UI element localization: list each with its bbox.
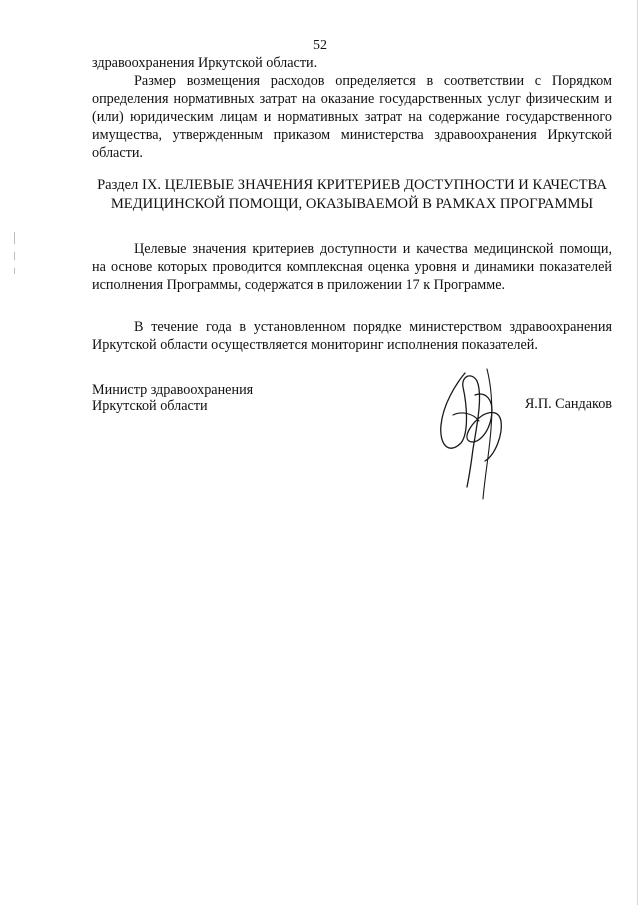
- paragraph-reimbursement: Размер возмещения расходов определяется в соответствии с Порядком определения нормативных затрат на оказание государственных услуг физическим и (или) юридическим лицам и нормативных затрат на содержание государственного имущества, утвержденным приказом министерства здравоохранения Иркутской области.: [92, 73, 612, 161]
- signatory-title: [92, 382, 253, 414]
- paragraph-monitoring: В течение года в установленном порядке министерством здравоохранения Иркутской области осуществляется мониторинг исполнения показателей.: [92, 319, 612, 353]
- handwritten-signature: [425, 365, 515, 505]
- signatory-title-line2: Иркутской области: [92, 398, 208, 414]
- paragraph-target-values: Целевые значения критериев доступности и качества медицинской помощи, на основе которых проводится комплексная оценка уровня и динамики показателей исполнения Программы, содержатся в приложении 17 к Программе.: [92, 241, 612, 293]
- margin-mark: [14, 232, 15, 244]
- paragraph-continuation: здравоохранения Иркутской области.: [92, 55, 318, 71]
- section-heading: Раздел IX. ЦЕЛЕВЫЕ ЗНАЧЕНИЯ КРИТЕРИЕВ ДОСТУПНОСТИ И КАЧЕСТВА МЕДИЦИНСКОЙ ПОМОЩИ, ОКАЗЫВАЕМОЙ В РАМКАХ ПРОГРАММЫ: [97, 177, 607, 212]
- signatory-name: Я.П. Сандаков: [524, 396, 612, 412]
- signatory-title-line1: Министр здравоохранения: [92, 382, 254, 398]
- page-number: 52: [313, 38, 327, 53]
- margin-mark: [14, 252, 15, 260]
- page-edge-line: [637, 0, 638, 905]
- margin-mark: [14, 268, 15, 274]
